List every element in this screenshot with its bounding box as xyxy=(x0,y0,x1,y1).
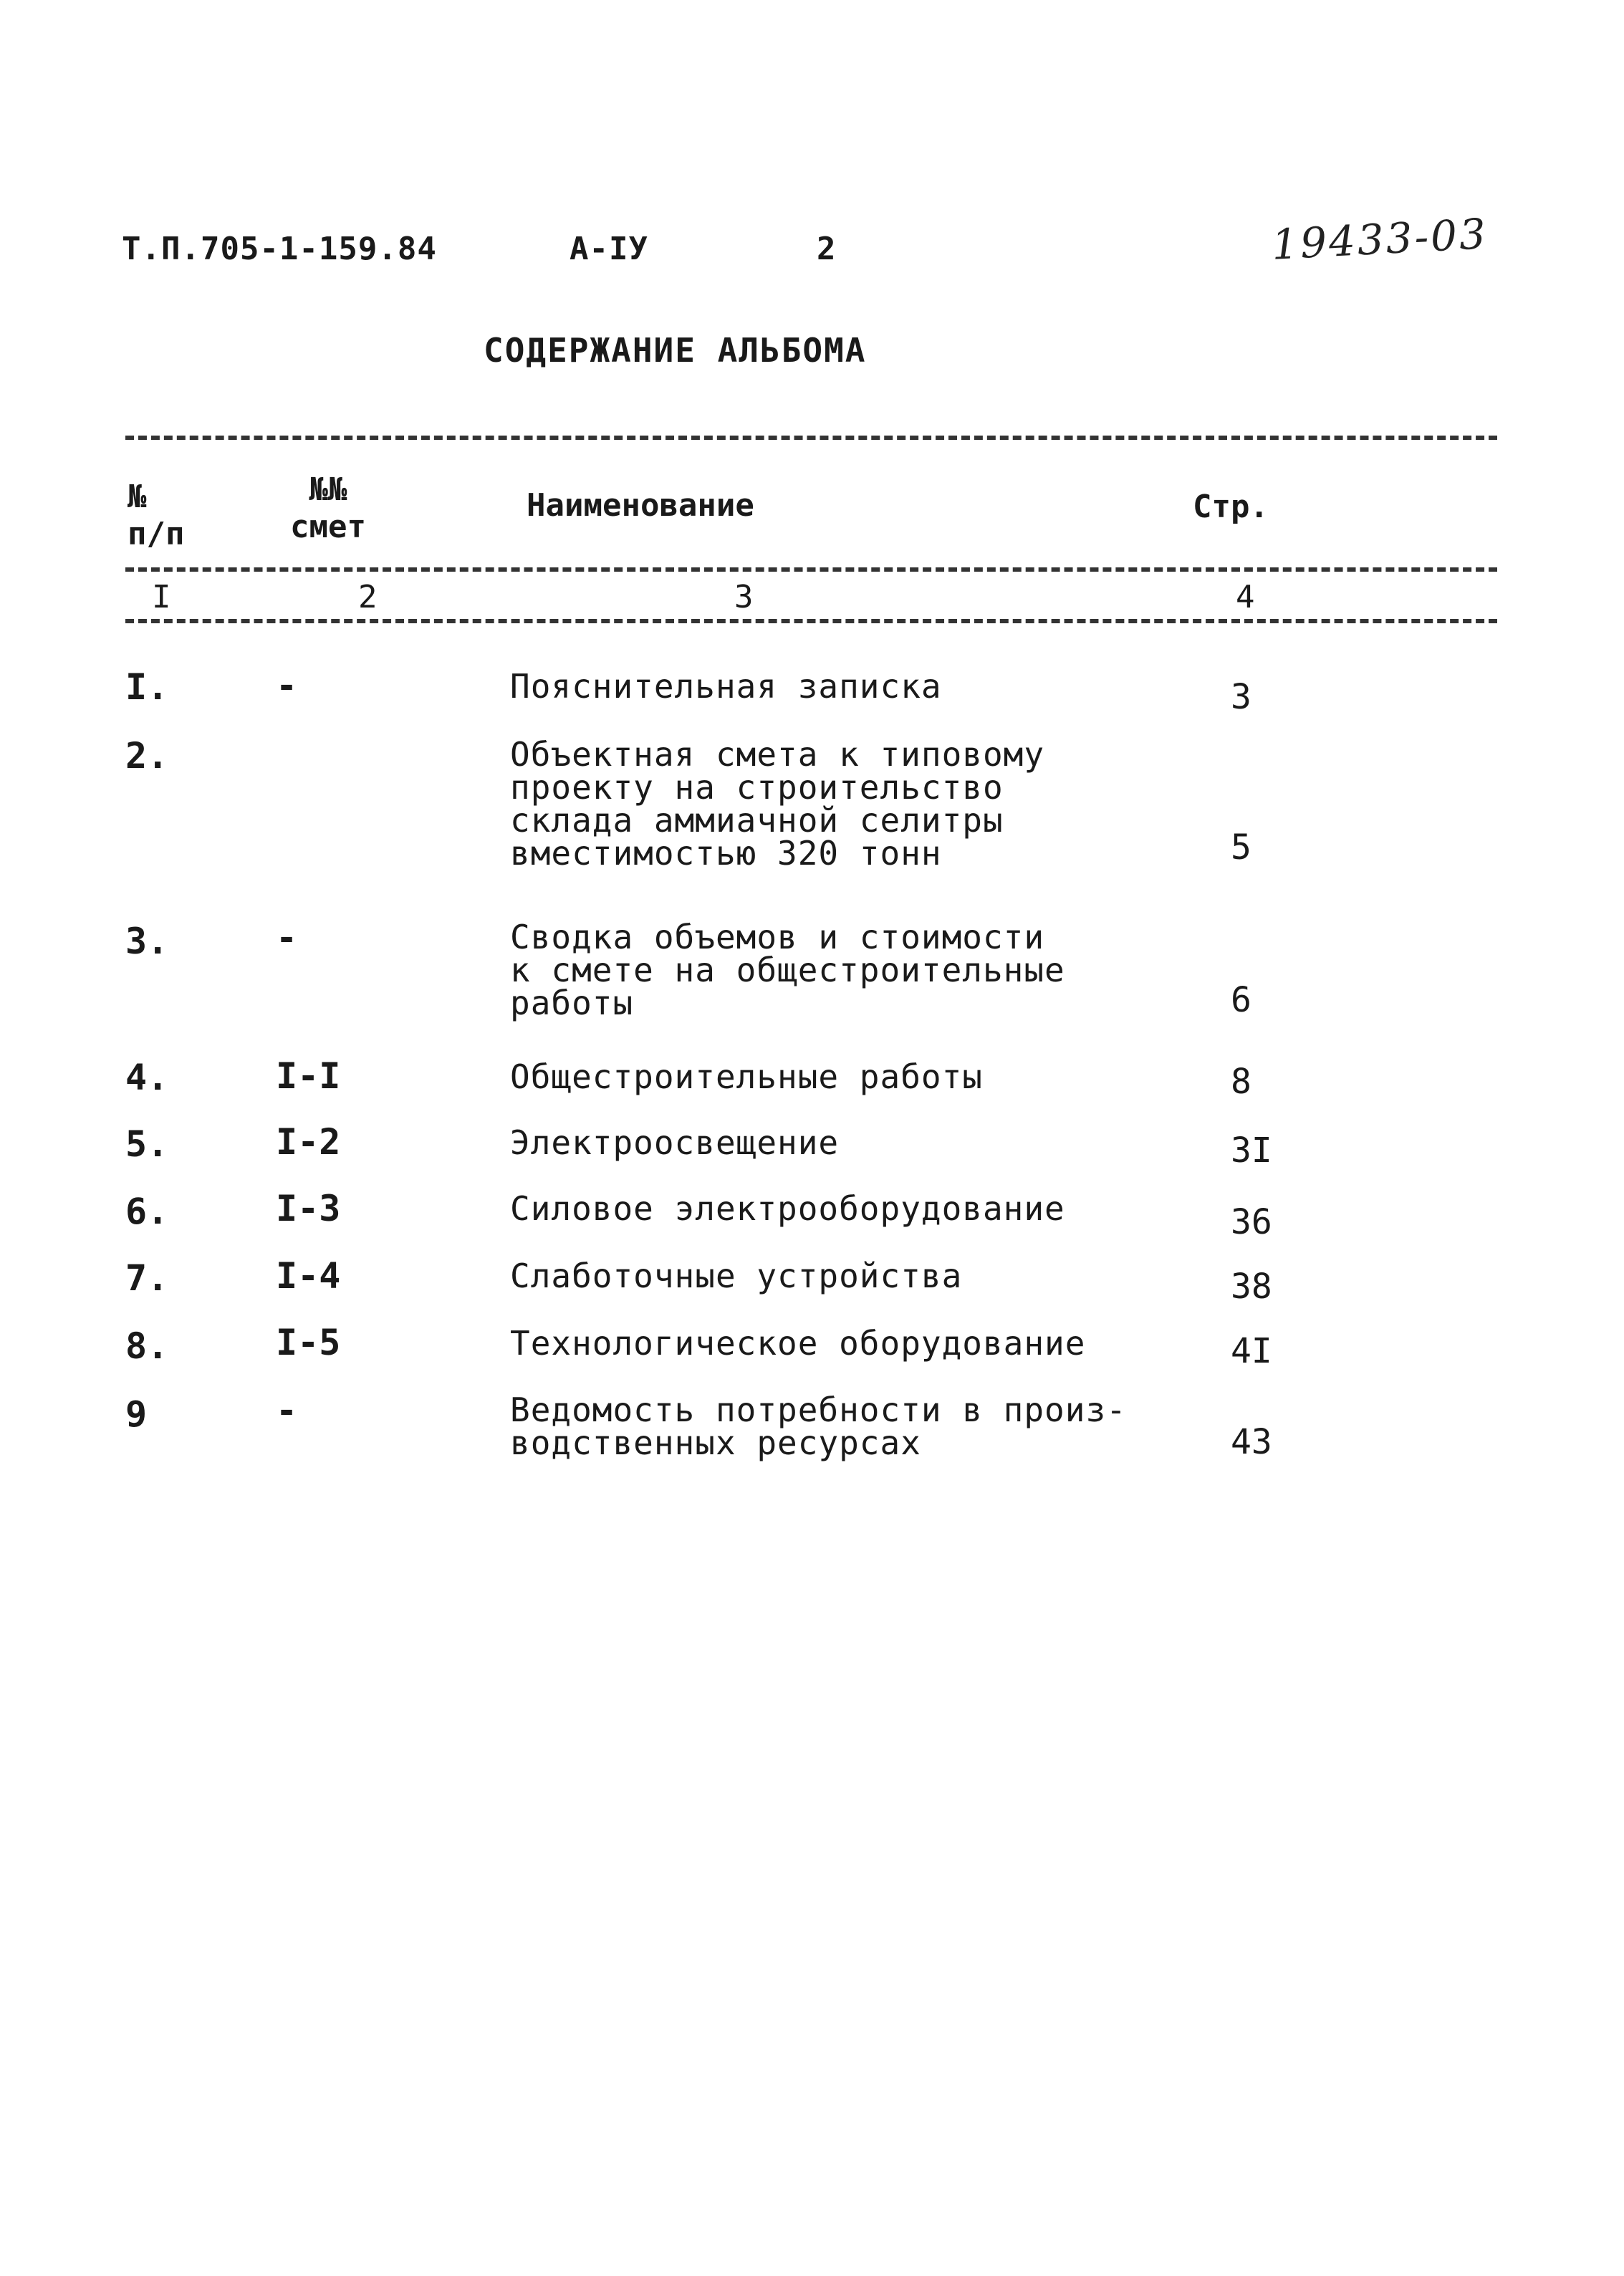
row-title: Электроосвещение xyxy=(510,1123,840,1162)
row-estimate: I-I xyxy=(276,1055,341,1097)
row-page: 38 xyxy=(1231,1267,1272,1307)
column-number-2: 2 xyxy=(358,579,378,615)
row-number: 3. xyxy=(125,921,169,962)
row-title: Слаботочные устройства xyxy=(510,1257,963,1295)
row-page: 8 xyxy=(1231,1062,1251,1102)
row-number: 7. xyxy=(125,1257,169,1299)
column-header-name: Наименование xyxy=(527,487,754,524)
row-number: 9 xyxy=(125,1393,148,1435)
column-number-rule-bottom xyxy=(125,619,1497,623)
column-number-4: 4 xyxy=(1236,579,1255,615)
row-number: 8. xyxy=(125,1325,169,1367)
row-title: Силовое электрооборудование xyxy=(510,1189,1065,1228)
row-title: Объектная смета к типовому проекту на строительство склада аммиачной селитры вместимостью 320 тонн xyxy=(510,735,1045,873)
row-page: 6 xyxy=(1231,980,1251,1020)
row-estimate: I-3 xyxy=(276,1188,341,1229)
column-header-estimate: №№ смет xyxy=(290,471,366,545)
row-title: Технологическое оборудование xyxy=(510,1324,1086,1363)
column-number-1: I xyxy=(152,579,171,615)
column-header-number: № п/п xyxy=(128,479,185,552)
row-page: 3I xyxy=(1231,1130,1272,1171)
document-code: Т.П.705-1-159.84 xyxy=(122,231,437,267)
row-page: 36 xyxy=(1231,1202,1272,1242)
page-number: 2 xyxy=(817,231,837,267)
row-estimate: I-4 xyxy=(276,1255,341,1297)
row-number: 5. xyxy=(125,1123,169,1165)
column-header-page: Стр. xyxy=(1193,489,1269,525)
row-title: Сводка объемов и стоимости к смете на общестроительные работы xyxy=(510,918,1065,1022)
row-page: 4I xyxy=(1231,1331,1272,1371)
row-title: Пояснительная записка xyxy=(510,667,942,706)
handwritten-stamp: 19433-03 xyxy=(1270,209,1489,269)
row-page: 5 xyxy=(1231,827,1251,868)
album-number: А-IУ xyxy=(570,231,648,267)
row-number: I. xyxy=(125,666,169,708)
page-title: СОДЕРЖАНИЕ АЛЬБОМА xyxy=(484,331,867,370)
row-number: 6. xyxy=(125,1191,169,1232)
row-estimate: I-5 xyxy=(276,1322,341,1363)
row-estimate: - xyxy=(276,665,298,706)
row-number: 4. xyxy=(125,1057,169,1098)
row-page: 43 xyxy=(1231,1422,1272,1462)
row-estimate: - xyxy=(276,917,298,959)
table-top-rule xyxy=(125,436,1497,440)
row-title: Ведомость потребности в произ- водственных ресурсах xyxy=(510,1391,1127,1462)
row-page: 3 xyxy=(1231,677,1251,717)
row-estimate: - xyxy=(276,1390,298,1431)
column-number-3: 3 xyxy=(734,579,754,615)
row-estimate: I-2 xyxy=(276,1121,341,1163)
row-title: Общестроительные работы xyxy=(510,1057,983,1096)
column-number-rule-top xyxy=(125,567,1497,572)
row-number: 2. xyxy=(125,735,169,777)
